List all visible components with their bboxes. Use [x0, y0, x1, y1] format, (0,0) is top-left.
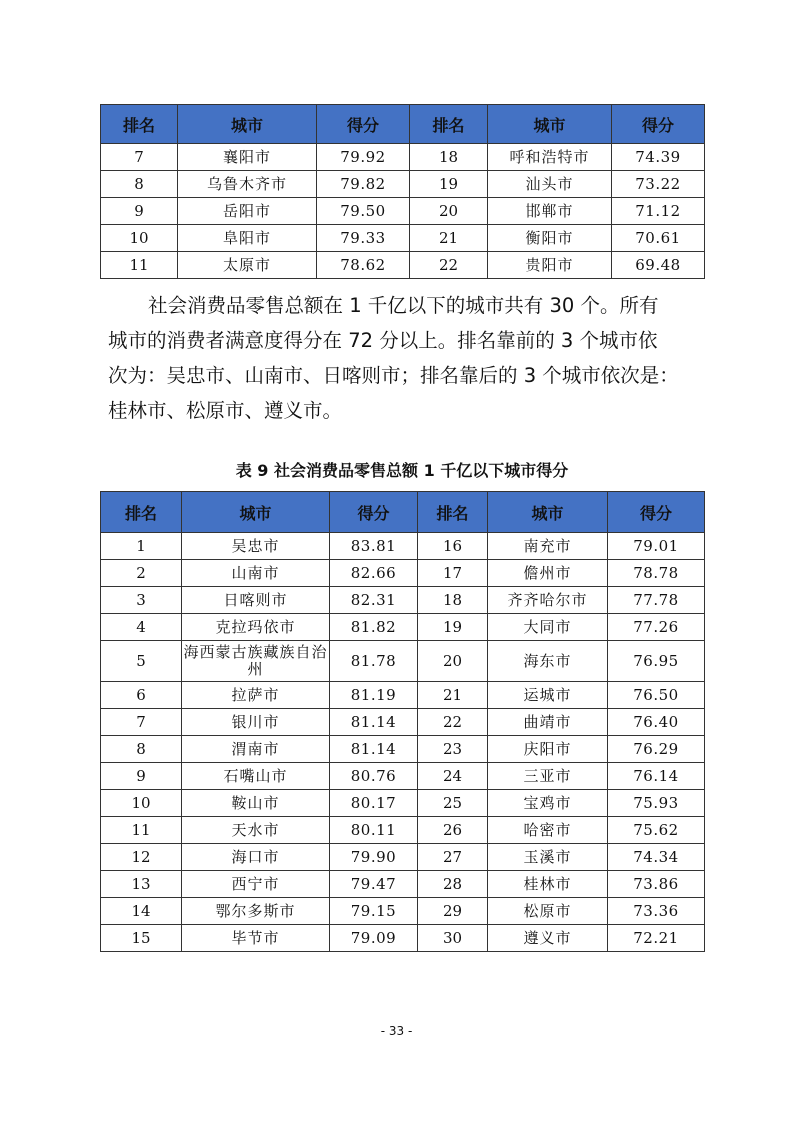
rank-cell: 11: [101, 817, 182, 844]
rank-cell: 22: [410, 252, 488, 279]
score-cell: 77.26: [608, 614, 705, 641]
rank-cell: 10: [101, 225, 178, 252]
rank-cell: 23: [418, 736, 488, 763]
city-cell: 克拉玛依市: [182, 614, 330, 641]
rank-cell: 24: [418, 763, 488, 790]
city-cell: 南充市: [488, 533, 608, 560]
rank-cell: 20: [418, 641, 488, 682]
header-rank: 排名: [410, 105, 488, 144]
score-cell: 75.62: [608, 817, 705, 844]
score-cell: 76.50: [608, 682, 705, 709]
city-cell: 天水市: [182, 817, 330, 844]
score-cell: 76.40: [608, 709, 705, 736]
score-cell: 79.82: [317, 171, 410, 198]
city-cell: 三亚市: [488, 763, 608, 790]
score-cell: 82.31: [330, 587, 418, 614]
rank-cell: 29: [418, 898, 488, 925]
rank-cell: 2: [101, 560, 182, 587]
header-city: 城市: [488, 492, 608, 533]
table-row: [101, 871, 705, 898]
city-cell: 松原市: [488, 898, 608, 925]
paragraph-line: 社会消费品零售总额在 1 千亿以下的城市共有 30 个。所有: [148, 294, 659, 317]
table-row: [101, 225, 705, 252]
header-score: 得分: [317, 105, 410, 144]
city-cell: 拉萨市: [182, 682, 330, 709]
city-cell: 邯郸市: [488, 198, 612, 225]
header-rank: 排名: [418, 492, 488, 533]
rank-cell: 26: [418, 817, 488, 844]
score-cell: 73.86: [608, 871, 705, 898]
score-cell: 81.19: [330, 682, 418, 709]
rank-cell: 18: [418, 587, 488, 614]
table-row: [101, 736, 705, 763]
header-city: 城市: [178, 105, 317, 144]
table-row: [101, 898, 705, 925]
header-city: 城市: [182, 492, 330, 533]
city-cell: 鞍山市: [182, 790, 330, 817]
rank-cell: 25: [418, 790, 488, 817]
score-cell: 73.22: [612, 171, 705, 198]
rank-cell: 19: [418, 614, 488, 641]
table-row: [101, 614, 705, 641]
score-cell: 74.39: [612, 144, 705, 171]
rank-cell: 1: [101, 533, 182, 560]
score-cell: 78.62: [317, 252, 410, 279]
score-cell: 74.34: [608, 844, 705, 871]
city-cell: 山南市: [182, 560, 330, 587]
city-cell: 日喀则市: [182, 587, 330, 614]
score-cell: 73.36: [608, 898, 705, 925]
summary-paragraph: [108, 288, 698, 428]
rank-cell: 15: [101, 925, 182, 952]
rank-cell: 10: [101, 790, 182, 817]
table-row: [101, 198, 705, 225]
city-cell: 鄂尔多斯市: [182, 898, 330, 925]
city-cell: 贵阳市: [488, 252, 612, 279]
score-cell: 80.17: [330, 790, 418, 817]
rank-cell: 20: [410, 198, 488, 225]
table-row: [101, 682, 705, 709]
rank-cell: 11: [101, 252, 178, 279]
score-cell: 76.29: [608, 736, 705, 763]
city-cell: 吴忠市: [182, 533, 330, 560]
rank-cell: 18: [410, 144, 488, 171]
rank-cell: 3: [101, 587, 182, 614]
city-cell: 太原市: [178, 252, 317, 279]
table-caption: 表 9 社会消费品零售总额 1 千亿以下城市得分: [235, 461, 569, 480]
score-cell: 70.61: [612, 225, 705, 252]
score-cell: 75.93: [608, 790, 705, 817]
rank-cell: 12: [101, 844, 182, 871]
city-cell: 齐齐哈尔市: [488, 587, 608, 614]
rank-cell: 7: [101, 709, 182, 736]
paragraph-line: 次为：吴忠市、山南市、日喀则市；排名靠后的 3 个城市依次是：: [108, 364, 679, 387]
rank-cell: 5: [101, 641, 182, 682]
score-cell: 79.92: [317, 144, 410, 171]
city-cell: 大同市: [488, 614, 608, 641]
table-row: [101, 844, 705, 871]
header-rank: 排名: [101, 492, 182, 533]
table-header-row: [101, 105, 705, 144]
table-row: [101, 144, 705, 171]
paragraph-line: 桂林市、松原市、遵义市。: [108, 399, 343, 422]
score-cell: 79.15: [330, 898, 418, 925]
score-cell: 78.78: [608, 560, 705, 587]
table-row: [101, 763, 705, 790]
table-row: [101, 252, 705, 279]
city-cell: 庆阳市: [488, 736, 608, 763]
score-cell: 69.48: [612, 252, 705, 279]
rank-cell: 19: [410, 171, 488, 198]
rank-cell: 28: [418, 871, 488, 898]
score-cell: 72.21: [608, 925, 705, 952]
table-row: [101, 925, 705, 952]
table-row: [101, 641, 705, 682]
score-cell: 82.66: [330, 560, 418, 587]
ranking-table-continued: [100, 104, 705, 279]
rank-cell: 17: [418, 560, 488, 587]
score-cell: 81.14: [330, 736, 418, 763]
rank-cell: 22: [418, 709, 488, 736]
rank-cell: 13: [101, 871, 182, 898]
score-cell: 79.33: [317, 225, 410, 252]
page-number: - 33 -: [380, 1024, 413, 1038]
header-score: 得分: [330, 492, 418, 533]
city-cell: 儋州市: [488, 560, 608, 587]
table-row: [101, 533, 705, 560]
table-header-row: [101, 492, 705, 533]
city-cell: 玉溪市: [488, 844, 608, 871]
score-cell: 83.81: [330, 533, 418, 560]
rank-cell: 9: [101, 198, 178, 225]
table-row: [101, 709, 705, 736]
rank-cell: 30: [418, 925, 488, 952]
score-cell: 79.50: [317, 198, 410, 225]
score-cell: 79.01: [608, 533, 705, 560]
city-cell: 渭南市: [182, 736, 330, 763]
rank-cell: 14: [101, 898, 182, 925]
rank-cell: 16: [418, 533, 488, 560]
score-cell: 76.95: [608, 641, 705, 682]
score-cell: 81.82: [330, 614, 418, 641]
city-cell: 阜阳市: [178, 225, 317, 252]
city-cell: 石嘴山市: [182, 763, 330, 790]
city-cell: 西宁市: [182, 871, 330, 898]
table-row: [101, 587, 705, 614]
city-cell: 呼和浩特市: [488, 144, 612, 171]
header-score: 得分: [608, 492, 705, 533]
city-cell: 襄阳市: [178, 144, 317, 171]
rank-cell: 8: [101, 736, 182, 763]
score-cell: 81.14: [330, 709, 418, 736]
city-cell: 乌鲁木齐市: [178, 171, 317, 198]
city-cell: 海东市: [488, 641, 608, 682]
score-cell: 76.14: [608, 763, 705, 790]
score-cell: 79.90: [330, 844, 418, 871]
score-cell: 79.47: [330, 871, 418, 898]
city-cell: 宝鸡市: [488, 790, 608, 817]
rank-cell: 9: [101, 763, 182, 790]
city-cell: 哈密市: [488, 817, 608, 844]
paragraph-line: 城市的消费者满意度得分在 72 分以上。排名靠前的 3 个城市依: [108, 329, 658, 352]
city-cell: 岳阳市: [178, 198, 317, 225]
rank-cell: 6: [101, 682, 182, 709]
city-cell: 遵义市: [488, 925, 608, 952]
city-cell: 桂林市: [488, 871, 608, 898]
table-row: [101, 817, 705, 844]
header-score: 得分: [612, 105, 705, 144]
table-row: [101, 171, 705, 198]
city-cell: 运城市: [488, 682, 608, 709]
ranking-table-under-100b: [100, 491, 705, 952]
rank-cell: 27: [418, 844, 488, 871]
table-row: [101, 790, 705, 817]
city-cell: 银川市: [182, 709, 330, 736]
rank-cell: 21: [410, 225, 488, 252]
header-city: 城市: [488, 105, 612, 144]
rank-cell: 8: [101, 171, 178, 198]
city-cell: 曲靖市: [488, 709, 608, 736]
header-rank: 排名: [101, 105, 178, 144]
score-cell: 71.12: [612, 198, 705, 225]
score-cell: 81.78: [330, 641, 418, 682]
score-cell: 80.76: [330, 763, 418, 790]
rank-cell: 21: [418, 682, 488, 709]
rank-cell: 7: [101, 144, 178, 171]
rank-cell: 4: [101, 614, 182, 641]
score-cell: 77.78: [608, 587, 705, 614]
city-cell: 衡阳市: [488, 225, 612, 252]
score-cell: 79.09: [330, 925, 418, 952]
city-cell: 海口市: [182, 844, 330, 871]
city-cell: 海西蒙古族藏族自治州: [182, 641, 330, 682]
score-cell: 80.11: [330, 817, 418, 844]
table-row: [101, 560, 705, 587]
city-cell: 汕头市: [488, 171, 612, 198]
city-cell: 毕节市: [182, 925, 330, 952]
